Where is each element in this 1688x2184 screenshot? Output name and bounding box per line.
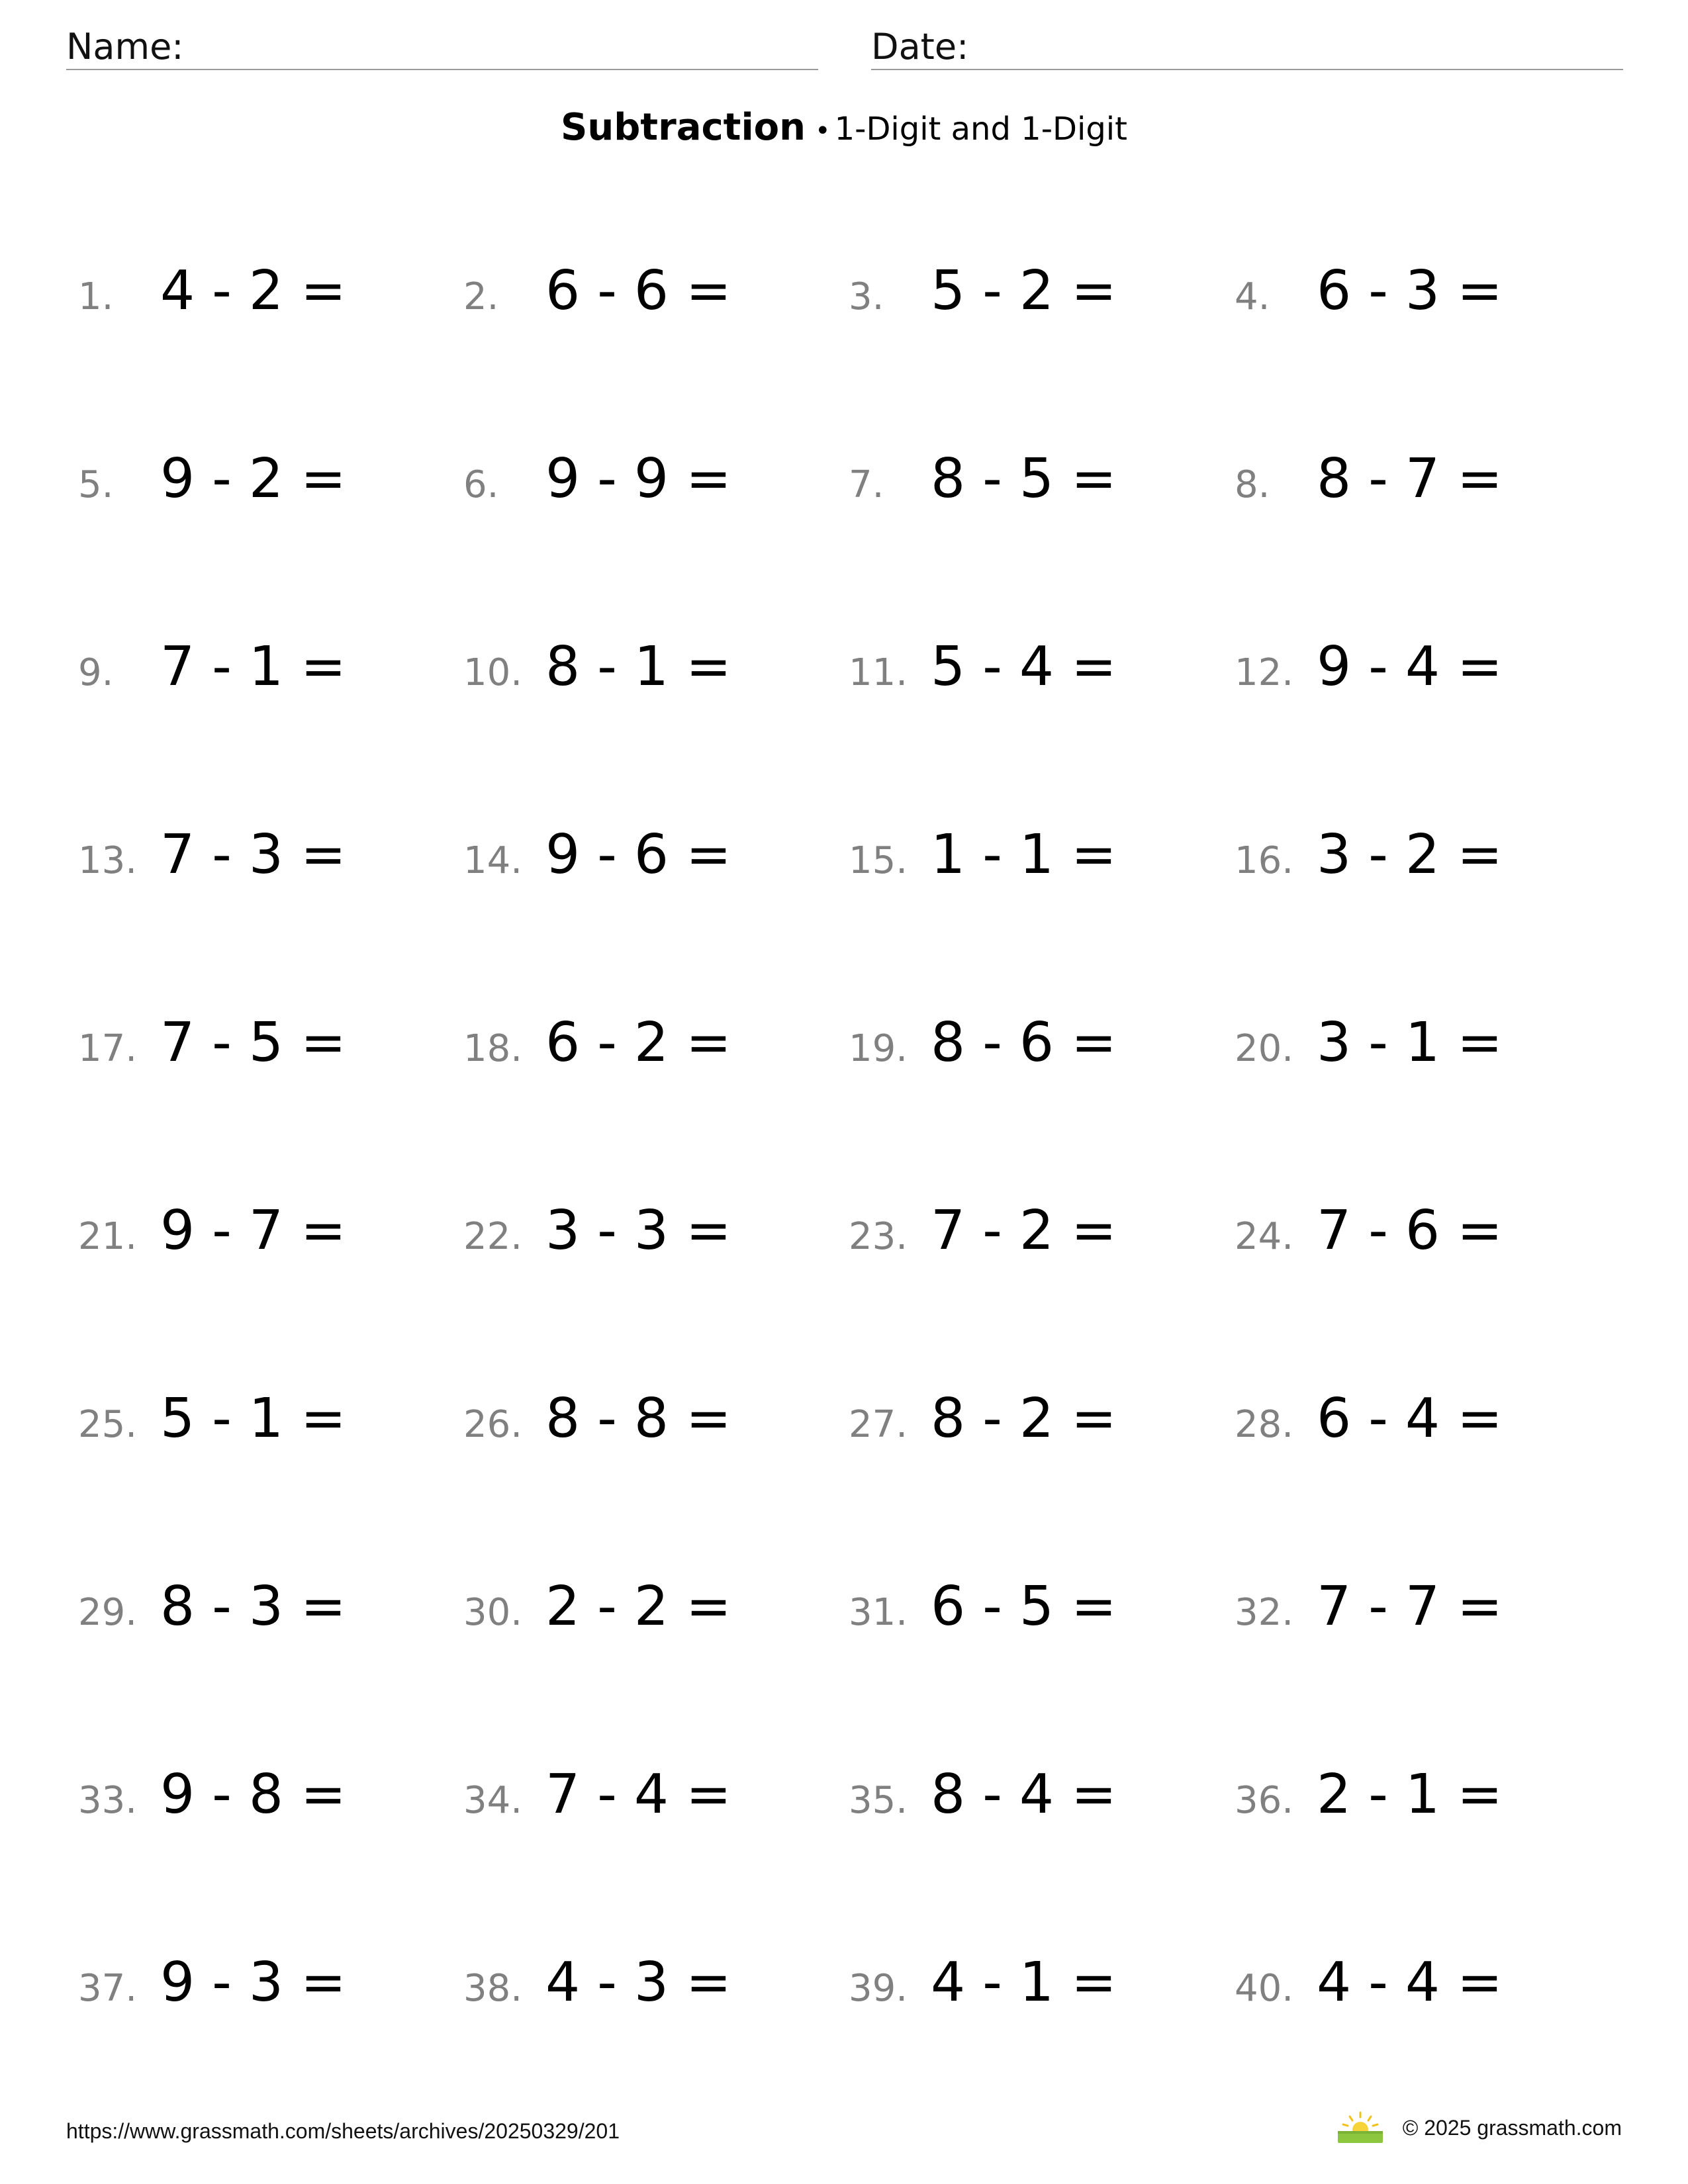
problem-item: [849, 1951, 1117, 2014]
problem-expression: 6 - 2 =: [545, 1011, 731, 1074]
problem-expression: 8 - 3 =: [160, 1575, 346, 1638]
problem-item: [849, 259, 1117, 322]
problem-item: [1235, 823, 1503, 886]
footer-copyright: © 2025 grassmath.com: [1402, 2115, 1622, 2140]
problem-expression: 8 - 8 =: [545, 1387, 731, 1450]
problem-number: 6.: [463, 463, 499, 506]
problem-item: [78, 447, 346, 510]
problem-number: 17.: [78, 1027, 138, 1070]
problem-expression: 8 - 5 =: [931, 447, 1117, 510]
problem-item: [463, 1199, 731, 1262]
title-separator: •: [814, 116, 831, 146]
problem-expression: 5 - 1 =: [160, 1387, 346, 1450]
problem-number: 27.: [849, 1403, 908, 1446]
problem-expression: 4 - 3 =: [545, 1951, 731, 2014]
problem-item: [1235, 635, 1503, 698]
problem-number: 18.: [463, 1027, 523, 1070]
problem-number: 4.: [1235, 275, 1270, 318]
problem-item: [78, 1951, 346, 2014]
problem-expression: 5 - 2 =: [931, 259, 1117, 322]
problem-number: 7.: [849, 463, 884, 506]
problem-expression: 8 - 7 =: [1317, 447, 1503, 510]
problem-number: 22.: [463, 1215, 523, 1258]
problem-item: [78, 635, 346, 698]
problem-number: 2.: [463, 275, 499, 318]
problem-number: 19.: [849, 1027, 908, 1070]
problem-item: [463, 447, 731, 510]
problem-item: [78, 1387, 346, 1450]
problem-number: 37.: [78, 1967, 138, 2010]
title-main: Subtraction: [561, 106, 806, 149]
problem-number: 10.: [463, 651, 523, 694]
problem-expression: 7 - 5 =: [160, 1011, 346, 1074]
problem-item: [463, 823, 731, 886]
problem-item: [463, 1387, 731, 1450]
problem-number: 5.: [78, 463, 114, 506]
problem-item: [78, 1575, 346, 1638]
date-label: Date:: [871, 26, 969, 68]
problem-expression: 9 - 6 =: [545, 823, 731, 886]
problem-expression: 4 - 4 =: [1317, 1951, 1503, 2014]
problem-expression: 7 - 2 =: [931, 1199, 1117, 1262]
problem-number: 35.: [849, 1779, 908, 1822]
problem-item: [849, 1011, 1117, 1074]
problem-number: 21.: [78, 1215, 138, 1258]
problem-item: [849, 1387, 1117, 1450]
problem-number: 28.: [1235, 1403, 1294, 1446]
problem-number: 8.: [1235, 463, 1270, 506]
problem-item: [463, 1763, 731, 1826]
problem-number: 16.: [1235, 839, 1294, 882]
problem-number: 39.: [849, 1967, 908, 2010]
problem-expression: 7 - 3 =: [160, 823, 346, 886]
problem-number: 11.: [849, 651, 908, 694]
problem-number: 36.: [1235, 1779, 1294, 1822]
problem-number: 32.: [1235, 1591, 1294, 1634]
problem-number: 34.: [463, 1779, 523, 1822]
problem-number: 15.: [849, 839, 908, 882]
problem-expression: 2 - 2 =: [545, 1575, 731, 1638]
problem-number: 26.: [463, 1403, 523, 1446]
problem-expression: 5 - 4 =: [931, 635, 1117, 698]
problem-item: [849, 1763, 1117, 1826]
problem-item: [1235, 1575, 1503, 1638]
problem-item: [849, 1575, 1117, 1638]
footer-brand: [1336, 2111, 1622, 2144]
problem-expression: 6 - 6 =: [545, 259, 731, 322]
footer-url: https://www.grassmath.com/sheets/archives/20250329/201: [66, 2119, 620, 2143]
title-subtitle: 1-Digit and 1-Digit: [834, 111, 1127, 148]
problem-expression: 7 - 7 =: [1317, 1575, 1503, 1638]
problem-expression: 6 - 5 =: [931, 1575, 1117, 1638]
problem-expression: 1 - 1 =: [931, 823, 1117, 886]
problem-expression: 6 - 3 =: [1317, 259, 1503, 322]
problem-item: [849, 823, 1117, 886]
problem-number: 3.: [849, 275, 884, 318]
problem-expression: 3 - 1 =: [1317, 1011, 1503, 1074]
problem-number: 14.: [463, 839, 523, 882]
problem-number: 30.: [463, 1591, 523, 1634]
problem-item: [463, 635, 731, 698]
problem-expression: 4 - 1 =: [931, 1951, 1117, 2014]
problem-number: 38.: [463, 1967, 523, 2010]
problem-expression: 3 - 2 =: [1317, 823, 1503, 886]
problem-number: 13.: [78, 839, 138, 882]
problem-expression: 9 - 3 =: [160, 1951, 346, 2014]
problem-expression: 8 - 2 =: [931, 1387, 1117, 1450]
problem-item: [849, 1199, 1117, 1262]
problem-expression: 9 - 7 =: [160, 1199, 346, 1262]
problem-item: [1235, 1199, 1503, 1262]
problem-number: 25.: [78, 1403, 138, 1446]
problem-item: [1235, 259, 1503, 322]
problem-item: [78, 823, 346, 886]
problem-item: [78, 1199, 346, 1262]
problem-item: [849, 635, 1117, 698]
problem-item: [1235, 447, 1503, 510]
problem-expression: 9 - 9 =: [545, 447, 731, 510]
problem-item: [463, 1575, 731, 1638]
problem-item: [463, 1011, 731, 1074]
problem-expression: 9 - 2 =: [160, 447, 346, 510]
problem-item: [849, 447, 1117, 510]
problem-expression: 8 - 1 =: [545, 635, 731, 698]
problem-expression: 4 - 2 =: [160, 259, 346, 322]
problem-expression: 7 - 1 =: [160, 635, 346, 698]
problem-expression: 2 - 1 =: [1317, 1763, 1503, 1826]
problem-number: 40.: [1235, 1967, 1294, 2010]
problem-number: 24.: [1235, 1215, 1294, 1258]
problem-number: 20.: [1235, 1027, 1294, 1070]
problem-item: [78, 259, 346, 322]
problem-number: 12.: [1235, 651, 1294, 694]
problem-item: [1235, 1011, 1503, 1074]
problem-expression: 7 - 6 =: [1317, 1199, 1503, 1262]
problem-expression: 6 - 4 =: [1317, 1387, 1503, 1450]
problem-item: [1235, 1387, 1503, 1450]
problem-expression: 7 - 4 =: [545, 1763, 731, 1826]
problem-item: [78, 1763, 346, 1826]
problem-expression: 8 - 4 =: [931, 1763, 1117, 1826]
problem-expression: 9 - 8 =: [160, 1763, 346, 1826]
problem-expression: 8 - 6 =: [931, 1011, 1117, 1074]
problem-number: 1.: [78, 275, 114, 318]
problem-number: 31.: [849, 1591, 908, 1634]
problem-item: [78, 1011, 346, 1074]
name-label: Name:: [66, 26, 184, 68]
problem-number: 33.: [78, 1779, 138, 1822]
problem-number: 9.: [78, 651, 114, 694]
problem-item: [1235, 1763, 1503, 1826]
problem-item: [463, 1951, 731, 2014]
problem-item: [1235, 1951, 1503, 2014]
grassmath-sun-logo-icon: [1336, 2111, 1384, 2144]
problem-number: 29.: [78, 1591, 138, 1634]
problem-number: 23.: [849, 1215, 908, 1258]
problem-expression: 9 - 4 =: [1317, 635, 1503, 698]
problem-expression: 3 - 3 =: [545, 1199, 731, 1262]
problem-item: [463, 259, 731, 322]
